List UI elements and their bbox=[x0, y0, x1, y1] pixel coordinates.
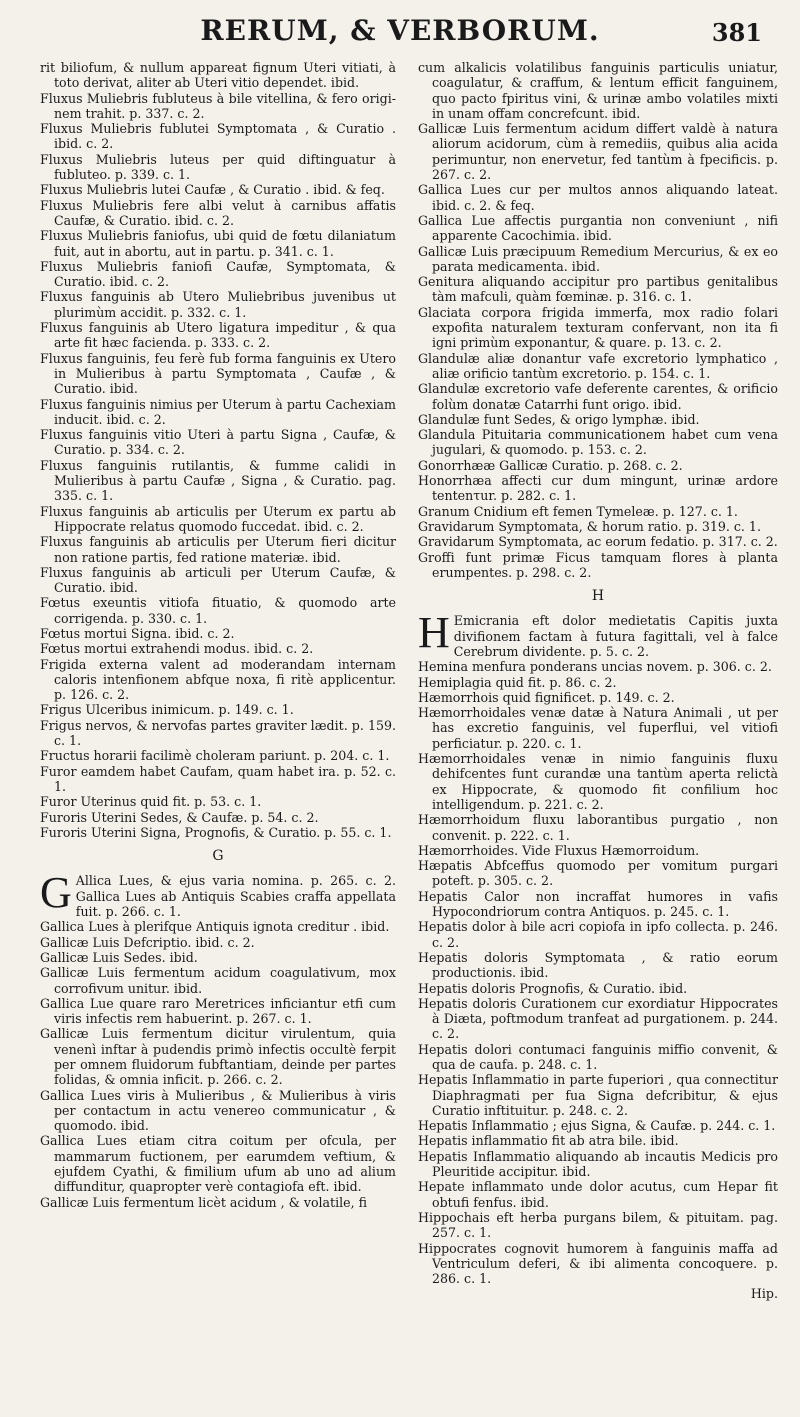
index-entry: Fluxus Muliebris fere albi velut à carnibus affatis Caufæ, & Curatio. ibid. c. 2. bbox=[40, 197, 396, 228]
index-entry: Gallicæ Luis Defcriptio. ibid. c. 2. bbox=[40, 934, 255, 950]
index-entry: Granum Cnidium eft femen Tymeleæ. p. 127. c. 1. bbox=[418, 503, 738, 519]
index-entry: Fœtus mortui extrahendi modus. ibid. c. 2. bbox=[40, 641, 314, 657]
page-number: 381 bbox=[711, 18, 762, 47]
left-column bbox=[40, 60, 396, 1210]
index-entry: Fluxus fanguinis nimius per Uterum à partu Cachexiam inducit. ibid. c. 2. bbox=[40, 396, 396, 427]
index-entry: Honorrhæa affecti cur dum mingunt, urinæ ardore tentenτur. p. 282. c. 1. bbox=[418, 473, 778, 504]
index-entry: Groffi funt primæ Ficus tamquam flores à planta erumpentes. p. 298. c. 2. bbox=[418, 549, 778, 580]
first-entry-text: Allica Lues, & ejus varia nomina. p. 265. c. 2. Gallica Lues ab Antiquis Scabies craffa appellata fuit. p. 266. c. 1. bbox=[75, 873, 396, 920]
index-entry: Hepate inflammato unde dolor acutus, cum Hepar fit obtufi fenfus. ibid. bbox=[418, 1179, 778, 1210]
index-entry: Hepatis doloris Prognofis, & Curatio. ibid. bbox=[418, 980, 688, 996]
index-entry: Gallica Lues etiam citra coitum per ofcula, per mammarum fuctionem, per earumdem veftium, & ejufdem Cyathi, & fimilium ufum ab uno ad alium diffunditur, quapropter verè contagiofa eft. ibid. bbox=[40, 1133, 396, 1195]
drop-cap: G bbox=[40, 868, 72, 918]
index-entry: Gallicæ Luis fermentum acidum coagulativum, mox corrofivum unitur. ibid. bbox=[40, 965, 396, 996]
index-entry: Hepatis inflammatio fit ab atra bile. ibid. bbox=[418, 1133, 679, 1149]
index-entry: cum alkalicis volatilibus fanguinis particulis uniatur, coagulatur, & craffum, & lentum efficit fanguinem, quo pacto fpiritus vini, & urinæ ambo volatiles mixti in unam offam concrefcunt. ibid. bbox=[418, 60, 778, 121]
index-entry: Gallicæ Luis Sedes. ibid. bbox=[40, 949, 198, 965]
index-entry: Gallicæ Luis præcipuum Remedium Mercurius, & ex eo parata medicamenta. ibid. bbox=[418, 243, 778, 274]
first-entry-text: Emicrania eft dolor medietatis Capitis juxta divifionem factam à futura fagittali, vel à falce Cerebrum dividente. p. 5. c. 2. bbox=[453, 613, 778, 659]
index-entry: Glaciata corpora frigida immerfa, mox radio folari expofita naturalem texturam confervant, non ita fi igni primùm exponantur, & quare. p. 13. c. 2. bbox=[418, 304, 778, 351]
index-entry: Hippocrates cognovit humorem à fanguinis maffa ad Ventriculum deferi, & ibi alimenta concoquere. p. 286. c. 1. bbox=[418, 1240, 778, 1287]
index-entry: Gravidarum Symptomata, & horum ratio. p. 319. c. 1. bbox=[418, 518, 761, 534]
index-entry: Gallicæ Luis fermentum acidum differt valdè à natura aliorum acidorum, cùm à remediis, quibus alia acida perimuntur, non enervetur, fed tantùm à fpecificis. p. 267. c. 2. bbox=[418, 121, 778, 183]
index-entry: Hepatis Inflammatio aliquando ab incautis Medicis pro Pleuritide accipitur. ibid. bbox=[418, 1148, 778, 1180]
index-entry: Hepatis doloris Symptomata , & ratio eorum productionis. ibid. bbox=[418, 949, 778, 981]
index-entry: Fluxus fanguinis ab articulis per Uterum fieri dicitur non ratione partis, fed ratione materiæ. ibid. bbox=[40, 534, 396, 565]
index-entry: Frigida externa valent ad moderandam internam caloris intenfionem abfque noxa, fi ritè applicentur. p. 126. c. 2. bbox=[40, 656, 396, 703]
index-entry: Hæmorrhoidales venæ datæ à Natura Animali , ut per has excretio fanguinis, vel fuperflui, vel vitiofi perficiatur. p. 220. c. 1. bbox=[418, 705, 778, 751]
section-letter: G bbox=[212, 848, 224, 865]
index-entry: Fluxus Muliebris fublutei Symptomata , & Curatio . ibid. c. 2. bbox=[40, 121, 396, 152]
index-entry: Frigus Ulceribus inimicum. p. 149. c. 1. bbox=[40, 702, 294, 718]
index-entry: Hæmorrhois quid fignificet. p. 149. c. 2. bbox=[418, 689, 675, 705]
index-entry: Glandulæ funt Sedes, & origo lymphæ. ibid. bbox=[418, 411, 700, 427]
index-entry: Gravidarum Symptomata, ac eorum fedatio. p. 317. c. 2. bbox=[418, 534, 778, 550]
drop-cap: H bbox=[418, 608, 450, 658]
section-first-entry bbox=[418, 608, 778, 659]
index-entry: Hepatis Inflammatio ; ejus Signa, & Caufæ. p. 244. c. 1. bbox=[418, 1118, 776, 1134]
index-entry: Gonorrhææ Gallicæ Curatio. p. 268. c. 2. bbox=[418, 457, 683, 473]
index-entry: Fluxus Muliebris luteus per quid diftinguatur à fubluteo. p. 339. c. 1. bbox=[40, 151, 396, 183]
index-entry: Fluxus fanguinis ab Utero ligatura impeditur , & qua arte fit hæc facienda. p. 333. c. 2. bbox=[40, 320, 396, 351]
index-entry: Furoris Uterini Signa, Prognofis, & Curatio. p. 55. c. 1. bbox=[40, 824, 392, 840]
index-entry: Fluxus Muliebris fubluteus à bile vitellina, & fero origi-nem trahit. p. 337. c. 2. bbox=[40, 90, 396, 121]
index-entry: Gallica Lues cur per multos annos aliquando lateat. ibid. c. 2. & feq. bbox=[418, 182, 778, 213]
index-entry: Fluxus fanguinis rutilantis, & fumme calidi in Mulieribus à partu Caufæ , Signa , & Curatio. pag. 335. c. 1. bbox=[40, 457, 396, 504]
right-column bbox=[418, 60, 778, 1302]
index-entry: Fluxus Muliebris faniofus, ubi quid de fœtu dilaniatum fuit, aut in abortu, aut in partu. p. 341. c. 1. bbox=[40, 228, 396, 259]
index-entry: Fluxus fanguinis vitio Uteri à partu Signa , Caufæ, & Curatio. p. 334. c. 2. bbox=[40, 427, 396, 458]
section-first-entry bbox=[40, 868, 396, 920]
index-entry: Furoris Uterini Sedes, & Caufæ. p. 54. c. 2. bbox=[40, 809, 319, 825]
index-entry: Glandulæ excretorio vafe deferente carentes, & orificio folùm donatæ Catarrhi funt origo. ibid. bbox=[418, 381, 778, 412]
running-header bbox=[0, 14, 800, 54]
index-entry: Fluxus fanguinis ab Utero Muliebribus juvenibus ut plurimùm accidit. p. 332. c. 1. bbox=[40, 289, 396, 320]
index-entry: Gallica Lue quare raro Meretrices inficiantur etfi cum viris infectis rem habuerint. p. 267. c. 1. bbox=[40, 995, 396, 1027]
index-entry: Fœtus mortui Signa. ibid. c. 2. bbox=[40, 625, 235, 641]
index-entry: Hæmorrhoidales venæ in nimio fanguinis fluxu dehifcentes funt curandæ una tantùm aperta relictà ex Hippocrate, & quomodo fit confilium hoc intelligendum. p. 221. c. 2. bbox=[418, 751, 778, 812]
index-entry: Gallica Lue affectis purgantia non conveniunt , nifi apparente Cacochimia. ibid. bbox=[418, 212, 778, 244]
index-entry: Hæmorrhoides. Vide Fluxus Hæmorroidum. bbox=[418, 842, 700, 858]
index-entry: Hepatis Inflammatio in parte fuperiori , qua connectitur Diaphragmati per fua Signa defcribitur, & ejus Curatio inftituitur. p. 248. c. 2. bbox=[418, 1072, 778, 1118]
index-entry: Hepatis Calor non incraffat humores in vafis Hypocondriorum contra Antiquos. p. 245. c. 1. bbox=[418, 888, 778, 920]
index-entry: Glandula Pituitaria communicationem habet cum vena jugulari, & quomodo. p. 153. c. 2. bbox=[418, 427, 778, 458]
index-entry: Genitura aliquando accipitur pro partibus genitalibus tàm mafculi, quàm fœminæ. p. 316. c. 1. bbox=[418, 274, 778, 305]
index-entry: Hepatis dolori contumaci fanguinis miffio convenit, & qua de caufa. p. 248. c. 1. bbox=[418, 1041, 778, 1072]
catchword: Hip. bbox=[750, 1286, 778, 1302]
index-entry: Gallicæ Luis fermentum licèt acidum , & volatile, fi bbox=[40, 1194, 368, 1210]
index-entry: Fluxus fanguinis, feu ferè fub forma fanguinis ex Utero in Mulieribus à partu Symptomata , Caufæ , & Curatio. ibid. bbox=[40, 350, 396, 397]
index-entry: Hemina menfura ponderans uncias novem. p. 306. c. 2. bbox=[418, 659, 772, 675]
index-entry: Hæpatis Abfceffus quomodo per vomitum purgari poteft. p. 305. c. 2. bbox=[418, 858, 778, 889]
index-entry: Gallicæ Luis fermentum dicitur virulentum, quia venenì inftar à pudendis primò infectis occultè ferpit per omnem fluidorum fubftantiam, deinde per partes folidas, & omnia inficit. p. 266. c. 2. bbox=[40, 1026, 396, 1088]
index-entry: Hepatis doloris Curationem cur exordiatur Hippocrates à Diæta, poftmodum tranfeat ad purgationem. p. 244. c. 2. bbox=[418, 995, 778, 1042]
index-entry: Furor eamdem habet Caufam, quam habet ira. p. 52. c. 1. bbox=[40, 763, 396, 794]
index-entry: Gallica Lues à plerifque Antiquis ignota creditur . ibid. bbox=[40, 919, 390, 935]
index-entry: Fluxus Muliebris lutei Caufæ , & Curatio . ibid. & feq. bbox=[40, 182, 385, 198]
index-entry: Fluxus Muliebris faniofi Caufæ, Symptomata, & Curatio. ibid. c. 2. bbox=[40, 258, 396, 290]
index-entry: Gallica Lues viris à Mulieribus , & Mulieribus à viris per contactum in actu venereo communicatur , & quomodo. ibid. bbox=[40, 1087, 396, 1134]
index-entry: Fructus horarii facilimè choleram pariunt. p. 204. c. 1. bbox=[40, 748, 390, 764]
section-letter: H bbox=[591, 588, 605, 605]
index-entry: Hemiplagia quid fit. p. 86. c. 2. bbox=[418, 674, 617, 690]
index-entry: Frigus nervos, & nervofas partes graviter lædit. p. 159. c. 1. bbox=[40, 717, 396, 749]
index-entry: rit biliofum, & nullum appareat fignum Uteri vitiati, à toto derivat, aliter ab Uteri vitio dependet. ibid. bbox=[40, 60, 396, 91]
index-entry: Fluxus fanguinis ab articulis per Uterum ex partu ab Hippocrate relatus quomodo fuccedat. ibid. c. 2. bbox=[40, 503, 396, 534]
index-entry: Fluxus fanguinis ab articuli per Uterum Caufæ, & Curatio. ibid. bbox=[40, 564, 396, 596]
index-entry: Glandulæ aliæ donantur vafe excretorio lymphatico , aliæ orificio tantùm excretorio. p. 154. c. 1. bbox=[418, 350, 778, 381]
index-entry: Hippochais eft herba purgans bilem, & pituitam. pag. 257. c. 1. bbox=[418, 1209, 778, 1241]
index-entry: Hæmorrhoidum fluxu laborantibus purgatio , non convenit. p. 222. c. 1. bbox=[418, 812, 778, 843]
page-title: RERUM, & VERBORUM. bbox=[200, 14, 600, 47]
index-entry: Furor Uterinus quid fit. p. 53. c. 1. bbox=[40, 794, 262, 810]
index-entry: Hepatis dolor à bile acri copiofa in ipfo collecta. p. 246. c. 2. bbox=[418, 919, 778, 950]
index-entry: Fœtus exeuntis vitiofa fituatio, & quomodo arte corrigenda. p. 330. c. 1. bbox=[40, 595, 396, 626]
